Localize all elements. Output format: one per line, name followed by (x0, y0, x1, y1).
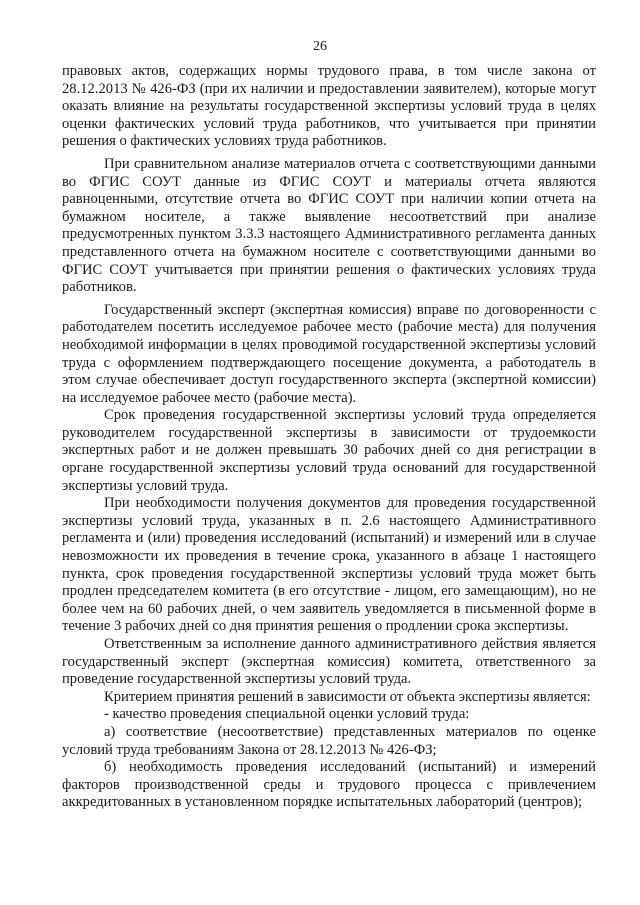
paragraph-comparative-analysis: При сравнительном анализе материалов отчета с соответствующими данными во ФГИС СОУТ данные из ФГИС СОУТ и материалы отчета являются равноценными, отсутствие отчета во ФГИС СОУТ при наличии копии отчета на бумажном носителе, а также выявление несоответствий при анализе предусмотренных пунктом 3.3.3 настоящего Административного регламента данных представленного отчета на бумажном носителе с соответствующими данными во ФГИС СОУТ учитывается при принятии решения о фактических условиях труда работников. (62, 155, 596, 296)
list-item-a: а) соответствие (несоответствие) представленных материалов по оценке условий труда требованиям Закона от 28.12.2013 № 426-ФЗ; (62, 723, 596, 758)
document-body (62, 63, 596, 812)
paragraph-legal-acts: правовых актов, содержащих нормы трудового права, в том числе закона от 28.12.2013 № 426-ФЗ (при их наличии и предоставлении заявителем), которые могут оказать влияние на результаты государственной экспертизы условий труда в целях оценки фактических условий труда работников, что учитывается при принятии решения о фактических условиях труда работников. (62, 63, 596, 150)
list-item-b: б) необходимость проведения исследований (испытаний) и измерений факторов производственной среды и трудового процесса с привлечением аккредитованных в установленном порядке испытательных лабораторий (центров); (62, 759, 596, 811)
paragraph-expert-visit: Государственный эксперт (экспертная комиссия) вправе по договоренности с работодателем посетить исследуемое рабочее место (рабочие места) для получения необходимой информации в целях проводимой государственной экспертизы условий труда с оформлением подтверждающего посещение документа, а работодатель в этом случае обеспечивает доступ государственного эксперта (экспертной комиссии) на исследуемое рабочее место (рабочие места). (62, 301, 596, 406)
paragraph-responsible: Ответственным за исполнение данного административного действия является государственный эксперт (экспертная комиссия) комитета, ответственного за проведение государственной экспертизы условий труда. (62, 636, 596, 688)
paragraph-term-extension: При необходимости получения документов для проведения государственной экспертизы условий труда, указанных в п. 2.6 настоящего Административного регламента и (или) проведения исследований (испытаний) и измерений или в случае невозможности их проведения в течение срока, указанного в абзаце 1 настоящего пункта, срок проведения государственной экспертизы условий труда может быть продлен председателем комитета (в его отсутствие - лицом, его замещающим), но не более чем на 60 рабочих дней, о чем заявитель уведомляется в письменной форме в течение 3 рабочих дней со дня принятия решения о продлении срока экспертизы. (62, 495, 596, 635)
paragraph-criterion: Критерием принятия решений в зависимости от объекта экспертизы является: (104, 688, 591, 705)
list-item-quality: - качество проведения специальной оценки условий труда: (104, 706, 470, 723)
paragraph-expertise-term: Срок проведения государственной экспертизы условий труда определяется руководителем государственной экспертизы в зависимости от трудоемкости экспертных работ и не должен превышать 30 рабочих дней со дня регистрации в органе государственной экспертизы условий труда оснований для государственной экспертизы условий труда. (62, 407, 596, 494)
page-number: 26 (313, 39, 327, 54)
